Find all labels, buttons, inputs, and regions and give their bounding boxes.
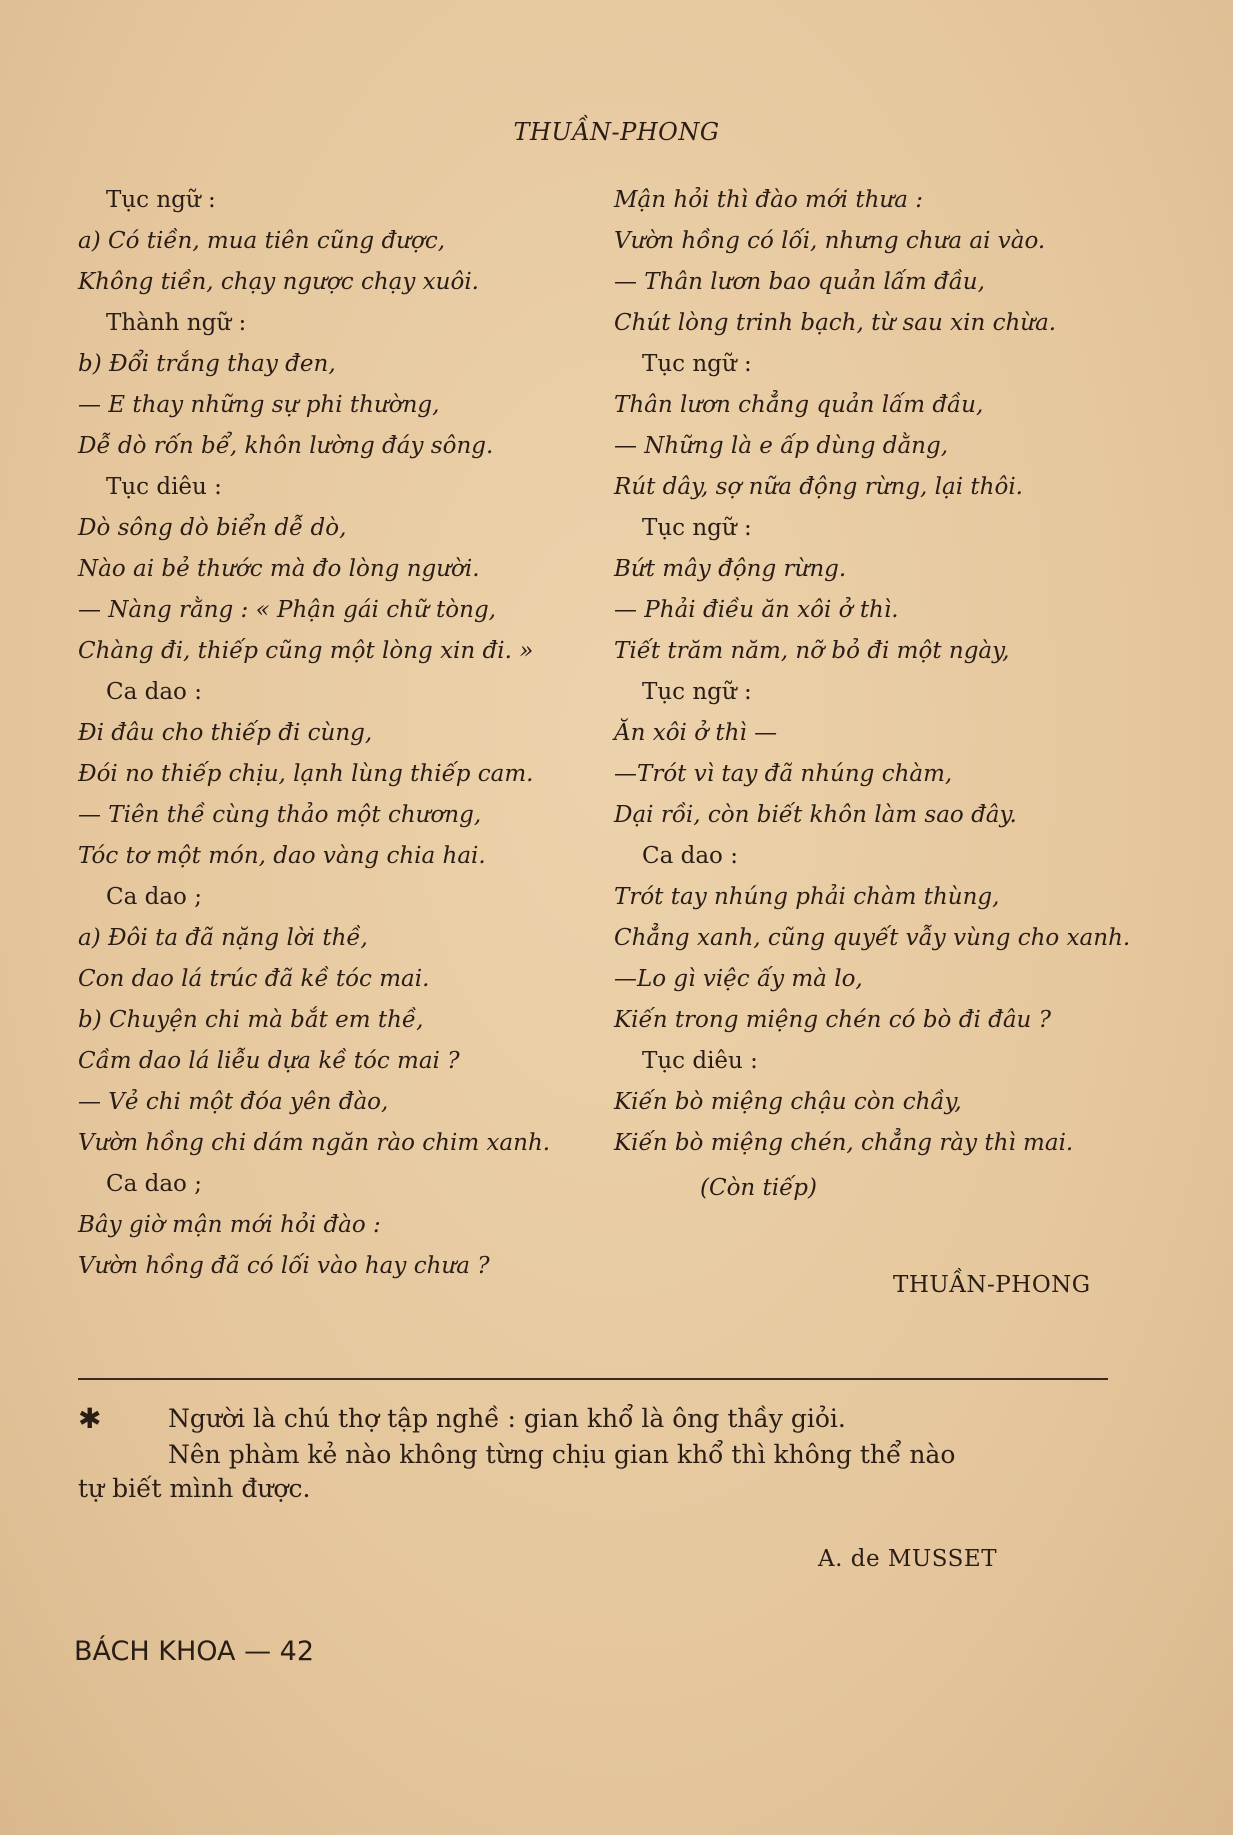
verse-line: a) Có tiền, mua tiên cũng được, [78, 228, 446, 254]
verse-line: —Trót vì tay đã nhúng chàm, [614, 761, 953, 787]
verse-line: — Phải điều ăn xôi ở thì. [614, 597, 899, 623]
verse-line: Tóc tơ một món, dao vàng chia hai. [78, 843, 486, 869]
verse-line: Chút lòng trinh bạch, từ sau xin chừa. [614, 310, 1057, 336]
left-column [78, 180, 598, 1287]
verse-line: b) Đổi trắng thay đen, [78, 351, 336, 377]
section-heading: Tục diêu : [642, 1048, 758, 1074]
verse-line: Mận hỏi thì đào mới thưa : [614, 187, 923, 213]
section-heading: Tục ngữ : [642, 351, 752, 377]
section-heading: Ca dao ; [106, 884, 202, 910]
verse-line: — Nàng rằng : « Phận gái chữ tòng, [78, 597, 496, 623]
verse-line: Chẳng xanh, cũng quyết vẫy vùng cho xanh. [614, 925, 1131, 951]
verse-line: Rút dây, sợ nữa động rừng, lại thôi. [614, 474, 1023, 500]
section-heading: Tục diêu : [106, 474, 222, 500]
quote-author: A. de MUSSET [818, 1546, 998, 1572]
verse-line: Vườn hồng có lối, nhưng chưa ai vào. [614, 228, 1046, 254]
author-signature: THUẦN-PHONG [893, 1272, 1091, 1298]
verse-line: Kiến bò miệng chén, chẳng rày thì mai. [614, 1130, 1074, 1156]
verse-line: a) Đôi ta đã nặng lời thề, [78, 925, 368, 951]
page-footer: BÁCH KHOA — 42 [74, 1636, 315, 1667]
quote-line: Người là chú thợ tập nghề : gian khổ là ông thầy giỏi. [168, 1404, 846, 1433]
verse-line: — Những là e ấp dùng dằng, [614, 433, 949, 459]
verse-line: Trót tay nhúng phải chàm thùng, [614, 884, 1000, 910]
verse-line: Dại rồi, còn biết khôn làm sao đây. [614, 802, 1017, 828]
verse-line: Bứt mây động rừng. [614, 556, 847, 582]
right-column [614, 180, 1134, 1209]
verse-line: Vườn hồng chi dám ngăn rào chim xanh. [78, 1130, 551, 1156]
verse-line: (Còn tiếp) [700, 1175, 817, 1201]
section-heading: Ca dao : [642, 843, 738, 869]
running-head: THUẦN-PHONG [513, 118, 720, 146]
section-heading: Ca dao ; [106, 1171, 202, 1197]
section-heading: Tục ngữ : [642, 515, 752, 541]
section-heading: Thành ngữ : [106, 310, 247, 336]
verse-line: Không tiền, chạy ngược chạy xuôi. [78, 269, 479, 295]
quote-line: tự biết mình được. [78, 1474, 311, 1503]
section-divider [78, 1378, 1108, 1380]
verse-line: — Vẻ chi một đóa yên đào, [78, 1089, 389, 1115]
verse-line: —Lo gì việc ấy mà lo, [614, 966, 863, 992]
verse-line: Ăn xôi ở thì — [614, 720, 778, 746]
verse-line: — Thân lươn bao quản lấm đầu, [614, 269, 985, 295]
section-heading: Tục ngữ : [642, 679, 752, 705]
verse-line: Đói no thiếp chịu, lạnh lùng thiếp cam. [78, 761, 534, 787]
verse-line: Tiết trăm năm, nỡ bỏ đi một ngày, [614, 638, 1010, 664]
verse-line: Cầm dao lá liễu dựa kề tóc mai ? [78, 1048, 460, 1074]
verse-line: Bây giờ mận mới hỏi đào : [78, 1212, 381, 1238]
section-heading: Tục ngữ : [106, 187, 216, 213]
verse-line: Dò sông dò biển dễ dò, [78, 515, 347, 541]
verse-line: Dễ dò rốn bể, khôn lường đáy sông. [78, 433, 494, 459]
verse-line: Đi đâu cho thiếp đi cùng, [78, 720, 373, 746]
verse-line: b) Chuyện chi mà bắt em thề, [78, 1007, 424, 1033]
verse-line: Chàng đi, thiếp cũng một lòng xin đi. » [78, 638, 534, 664]
section-heading: Ca dao : [106, 679, 202, 705]
verse-line: Nào ai bẻ thước mà đo lòng người. [78, 556, 480, 582]
star-icon: ✱ [78, 1402, 102, 1435]
quote-line: Nên phàm kẻ nào không từng chịu gian khổ thì không thể nào [168, 1440, 956, 1469]
verse-line: — E thay những sự phi thường, [78, 392, 440, 418]
verse-line: Thân lươn chẳng quản lấm đầu, [614, 392, 984, 418]
verse-line: Kiến bò miệng chậu còn chầy, [614, 1089, 962, 1115]
verse-line: — Tiên thề cùng thảo một chương, [78, 802, 482, 828]
verse-line: Vườn hồng đã có lối vào hay chưa ? [78, 1253, 490, 1279]
verse-line: Kiến trong miệng chén có bò đi đâu ? [614, 1007, 1051, 1033]
verse-line: Con dao lá trúc đã kề tóc mai. [78, 966, 430, 992]
